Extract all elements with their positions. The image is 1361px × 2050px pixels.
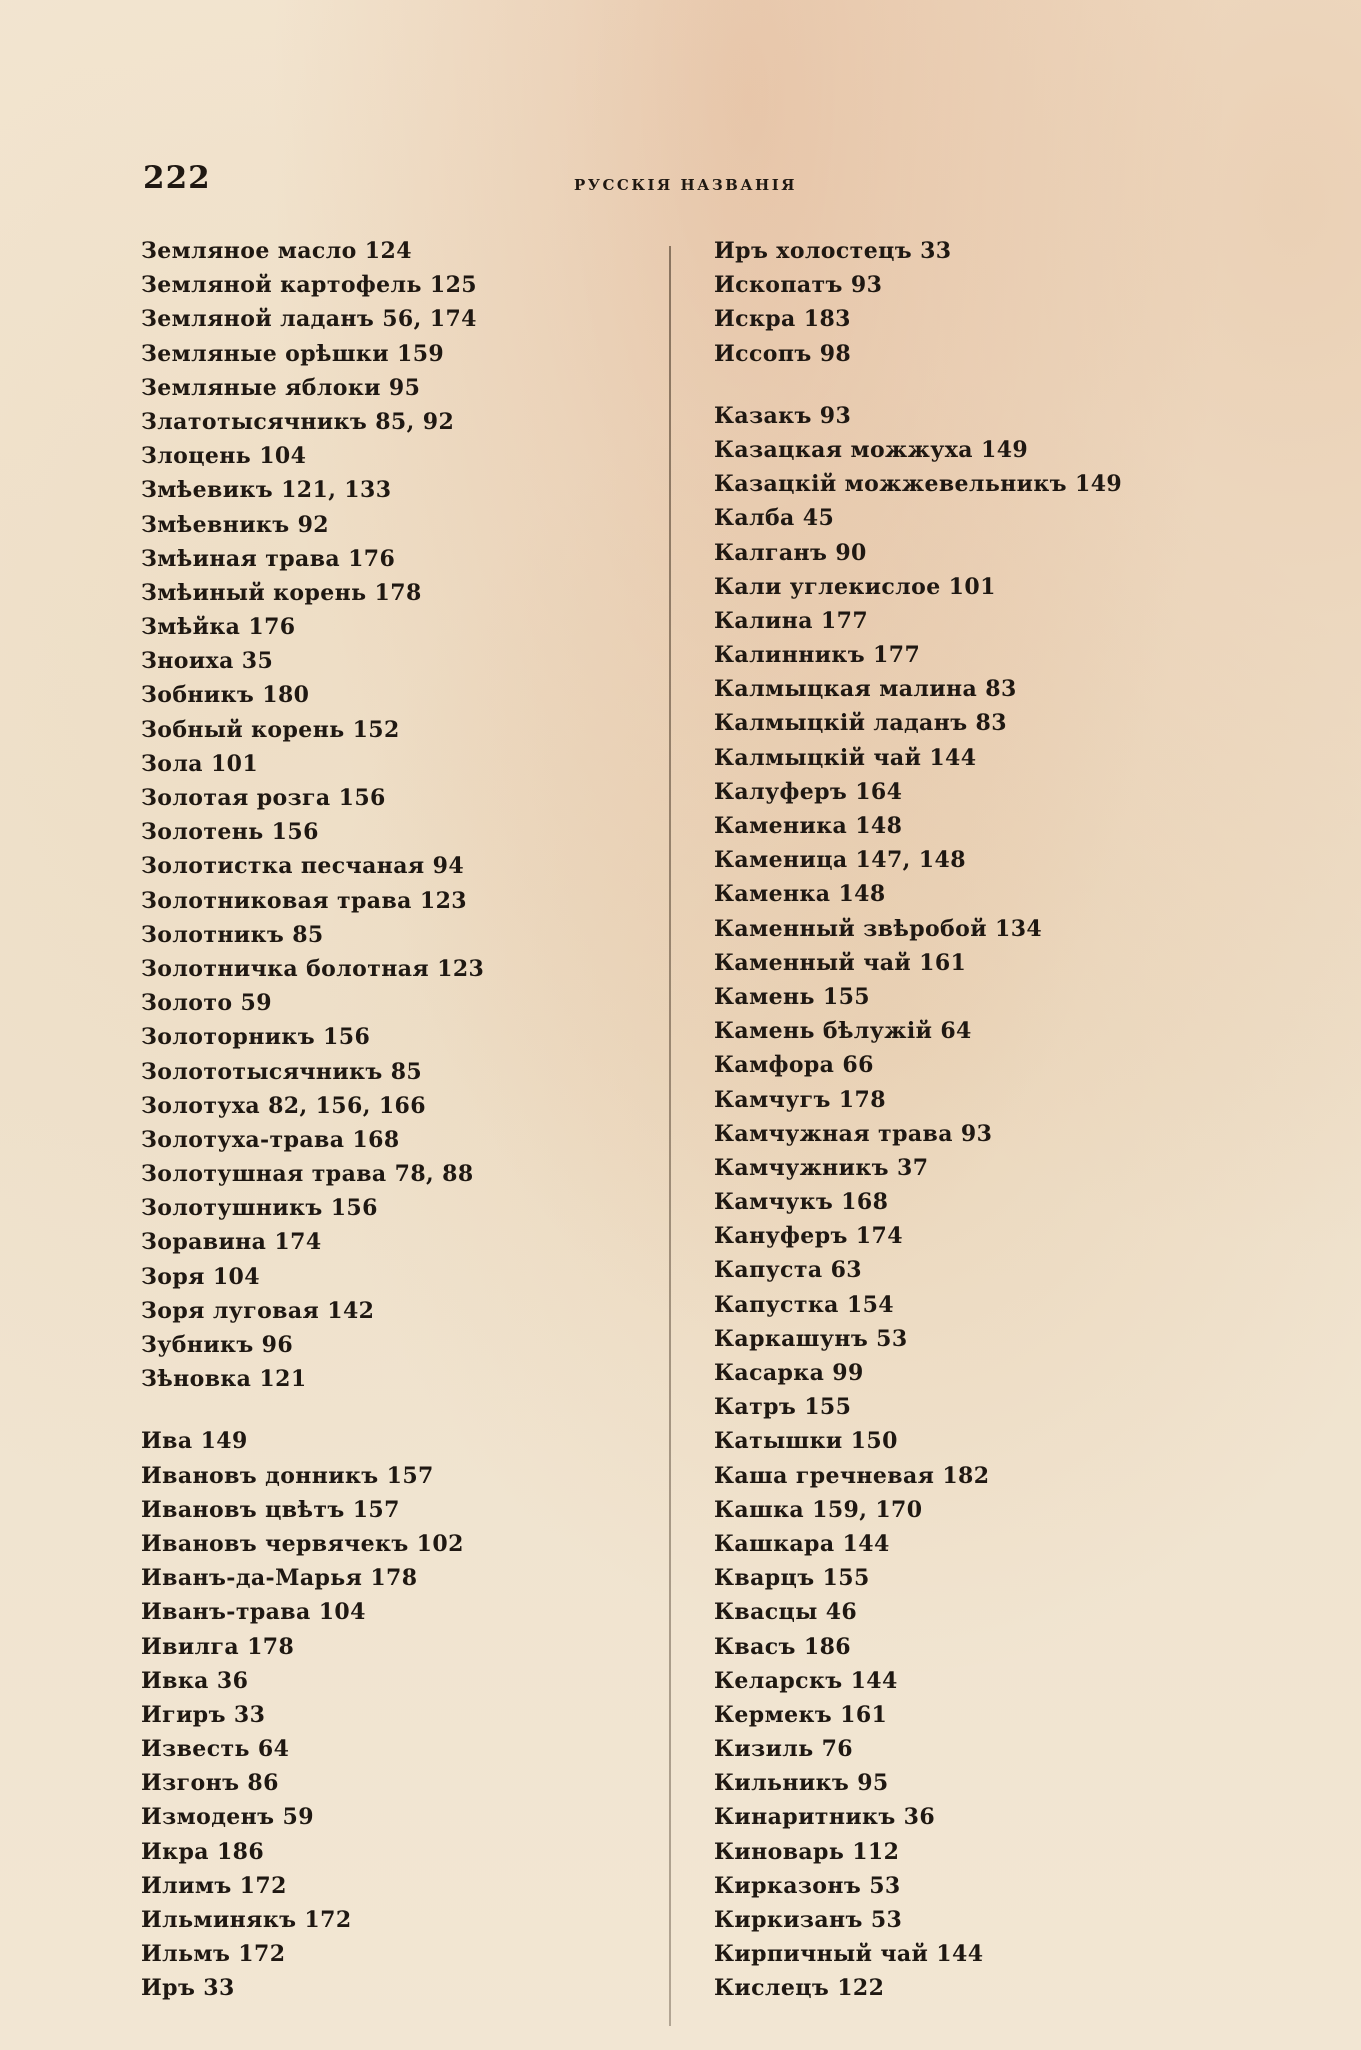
index-entry: Казацкая можжуха 149 [714, 436, 1029, 463]
index-entry: Иръ холостецъ 33 [714, 238, 952, 264]
index-entry: Камчугъ 178 [714, 1086, 886, 1113]
index-entry: Кварцъ 155 [714, 1565, 870, 1592]
index-entry: Касарка 99 [714, 1360, 864, 1386]
index-entry: Калмыцкій ладанъ 83 [714, 710, 1007, 737]
index-entry: Ивановъ донникъ 157 [141, 1462, 434, 1489]
index-entry: Изгонъ 86 [141, 1770, 279, 1797]
index-entry: Златотысячникъ 85, 92 [141, 408, 455, 435]
index-column-right [714, 234, 1274, 2006]
index-entry: Кислецъ 122 [714, 1975, 885, 2002]
index-entry: Змѣевикъ 121, 133 [141, 477, 392, 504]
index-entry: Капуста 63 [714, 1257, 863, 1284]
index-entry: Катръ 155 [714, 1394, 852, 1421]
index-entry: Казацкій можжевельникъ 149 [714, 471, 1123, 498]
index-entry: Киркизанъ 53 [714, 1907, 903, 1933]
index-entry: Каменица 147, 148 [714, 847, 966, 874]
index-entry: Ивилга 178 [141, 1633, 295, 1660]
index-entry: Келарскъ 144 [714, 1667, 898, 1694]
index-entry: Зоравина 174 [141, 1229, 322, 1256]
index-entry: Земляные орѣшки 159 [141, 340, 445, 367]
index-entry: Зоря 104 [141, 1263, 260, 1290]
index-entry: Кермекъ 161 [714, 1701, 888, 1728]
index-entry: Измоденъ 59 [141, 1804, 314, 1831]
index-entry: Кильникъ 95 [714, 1770, 889, 1797]
index-column-left [141, 234, 661, 2006]
index-entry: Зола 101 [141, 750, 259, 777]
index-entry: Камчукъ 168 [714, 1189, 889, 1216]
index-entry: Кинаритникъ 36 [714, 1804, 936, 1831]
index-entry: Илимъ 172 [141, 1872, 287, 1899]
index-entry: Квасъ 186 [714, 1633, 852, 1660]
page-number: 222 [143, 160, 211, 196]
index-entry: Злоцень 104 [141, 443, 307, 470]
section-gap [714, 371, 1274, 399]
index-entry: Золото 59 [141, 990, 272, 1017]
index-entry: Золототысячникъ 85 [141, 1058, 423, 1085]
index-entry: Калина 177 [714, 607, 869, 634]
running-head: РУССКІЯ НАЗВАНІЯ [574, 176, 797, 194]
index-entry: Золотуха-трава 168 [141, 1126, 400, 1153]
index-entry: Кали углекислое 101 [714, 573, 996, 600]
index-entry: Катышки 150 [714, 1428, 898, 1455]
column-divider [669, 246, 671, 2026]
index-entry: Змѣиный корень 178 [141, 579, 422, 606]
index-entry: Земляное масло 124 [141, 238, 412, 264]
index-entry: Иръ 33 [141, 1975, 235, 2002]
index-entry: Золотникъ 85 [141, 921, 324, 948]
index-entry: Зоря луговая 142 [141, 1297, 375, 1324]
index-entry: Кануферъ 174 [714, 1223, 903, 1250]
index-entry: Искра 183 [714, 306, 851, 333]
index-entry: Ивановъ червячекъ 102 [141, 1530, 464, 1557]
index-entry: Земляной ладанъ 56, 174 [141, 306, 477, 333]
index-entry: Квасцы 46 [714, 1599, 858, 1626]
index-entry: Иванъ-да-Марья 178 [141, 1565, 418, 1592]
index-entry: Кирпичный чай 144 [714, 1941, 984, 1968]
index-entry: Золотень 156 [141, 819, 319, 846]
index-entry: Икра 186 [141, 1838, 265, 1865]
index-entry: Кашкара 144 [714, 1530, 890, 1557]
index-entry: Камчужная трава 93 [714, 1120, 993, 1147]
index-entry: Кашка 159, 170 [714, 1496, 923, 1523]
index-entry: Золотничка болотная 123 [141, 955, 485, 982]
index-entry: Калмыцкая малина 83 [714, 676, 1017, 703]
index-entry: Иссопъ 98 [714, 340, 852, 367]
index-entry: Зобный корень 152 [141, 716, 400, 743]
index-entry: Кизиль 76 [714, 1736, 854, 1763]
index-entry: Змѣйка 176 [141, 614, 296, 641]
index-entry: Зноиха 35 [141, 648, 274, 675]
index-entry: Каша гречневая 182 [714, 1462, 990, 1489]
index-entry: Золотая розга 156 [141, 785, 386, 811]
index-entry: Зобникъ 180 [141, 682, 310, 709]
index-entry: Калмыцкій чай 144 [714, 744, 977, 771]
index-entry: Калганъ 90 [714, 539, 867, 566]
index-entry: Земляные яблоки 95 [141, 374, 421, 401]
index-entry: Земляной картофель 125 [141, 272, 477, 299]
index-entry: Каменный звѣробой 134 [714, 915, 1043, 942]
index-entry: Камень бѣлужій 64 [714, 1018, 972, 1045]
index-entry: Золотуха 82, 156, 166 [141, 1092, 426, 1119]
index-entry: Ива 149 [141, 1428, 248, 1455]
index-entry: Каменный чай 161 [714, 949, 967, 976]
index-entry: Калуферъ 164 [714, 778, 903, 805]
index-entry: Камень 155 [714, 983, 870, 1010]
index-entry: Игиръ 33 [141, 1701, 266, 1728]
index-entry: Змѣевникъ 92 [141, 511, 329, 538]
index-entry: Золотниковая трава 123 [141, 887, 467, 914]
section-gap [141, 1396, 661, 1424]
index-entry: Иванъ-трава 104 [141, 1599, 366, 1626]
index-entry: Золоторникъ 156 [141, 1024, 371, 1051]
index-entry: Зубникъ 96 [141, 1332, 294, 1358]
index-entry: Каркашунъ 53 [714, 1325, 908, 1352]
index-entry: Кирказонъ 53 [714, 1872, 901, 1899]
index-entry: Золотистка песчаная 94 [141, 853, 465, 880]
index-entry: Золотушная трава 78, 88 [141, 1161, 474, 1188]
index-entry: Золотушникъ 156 [141, 1195, 378, 1222]
index-entry: Зѣновка 121 [141, 1366, 307, 1393]
index-entry: Казакъ 93 [714, 402, 852, 429]
index-entry: Камфора 66 [714, 1052, 874, 1079]
index-entry: Киноварь 112 [714, 1838, 900, 1865]
index-entry: Ивановъ цвѣтъ 157 [141, 1496, 400, 1523]
index-entry: Известь 64 [141, 1736, 290, 1763]
index-entry: Каменика 148 [714, 813, 903, 839]
index-entry: Калинникъ 177 [714, 642, 921, 669]
index-entry: Ископатъ 93 [714, 272, 883, 299]
index-entry: Змѣиная трава 176 [141, 545, 396, 572]
index-entry: Калба 45 [714, 505, 835, 532]
index-entry: Капустка 154 [714, 1291, 895, 1318]
index-entry: Камчужникъ 37 [714, 1154, 929, 1181]
index-entry: Ильминякъ 172 [141, 1907, 352, 1933]
index-entry: Ивка 36 [141, 1667, 249, 1694]
index-entry: Каменка 148 [714, 881, 886, 908]
index-entry: Ильмъ 172 [141, 1941, 286, 1968]
